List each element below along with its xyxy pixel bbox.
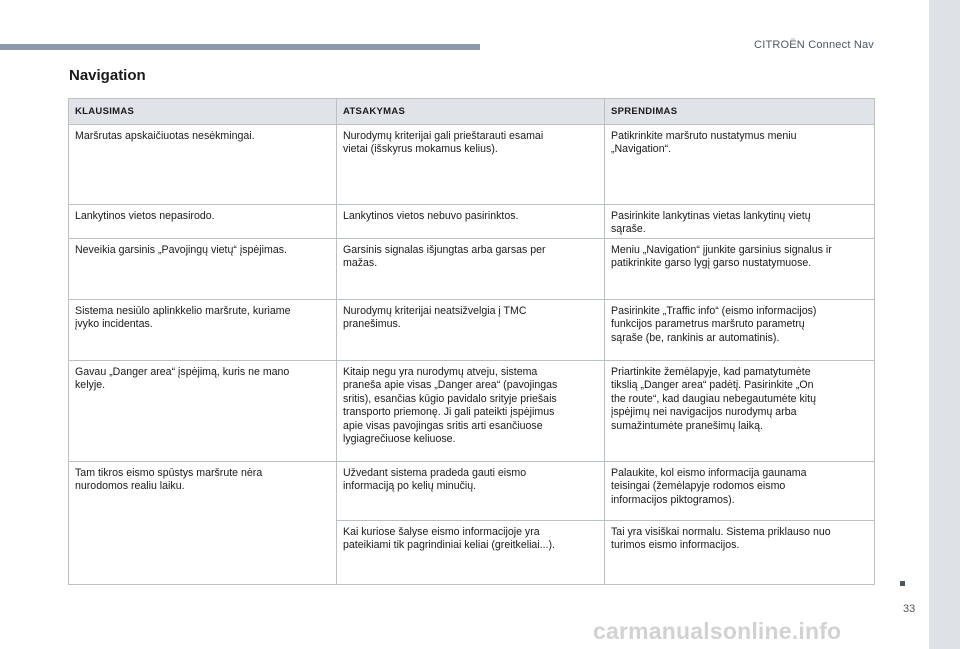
side-margin-strip: [929, 0, 960, 649]
solution-cell: Priartinkite žemėlapyje, kad pamatytumėte tikslią „Danger area“ padėtį. Pasirinkite „On the route“, kad daugiau nebegautumėte kitų įspėjimų nei navigacijos nurodymų arba sumažintumėte pranešimų laiką.: [605, 361, 875, 462]
table-row: [69, 125, 875, 205]
solution-cell: Meniu „Navigation“ įjunkite garsinius signalus ir patikrinkite garso lygį garso nustatymuose.: [605, 239, 875, 300]
header-bar: [0, 44, 480, 50]
troubleshooting-table: [68, 98, 875, 585]
solution-cell: Palaukite, kol eismo informacija gaunama teisingai (žemėlapyje rodomos eismo informacijos piktogramos).: [605, 462, 875, 521]
answer-cell: Nurodymų kriterijai neatsižvelgia į TMC pranešimus.: [337, 300, 605, 361]
answer-cell: Užvedant sistema pradeda gauti eismo informaciją po kelių minučių.: [337, 462, 605, 521]
question-cell: Lankytinos vietos nepasirodo.: [69, 205, 337, 239]
table-header-row: [69, 99, 875, 125]
header-solution: SPRENDIMAS: [605, 99, 875, 125]
answer-cell: Kitaip negu yra nurodymų atveju, sistema praneša apie visas „Danger area“ (pavojingas sritis), esančias kūgio pavidalo srityje priešais transporto priemonę. Ji gali pateikti įspėjimus apie visas pavojingas sritis arti esančiuose lygiagrečiuose keliuose.: [337, 361, 605, 462]
solution-cell: Pasirinkite lankytinas vietas lankytinų vietų sąraše.: [605, 205, 875, 239]
question-cell: Sistema nesiūlo aplinkkelio maršrute, kuriame įvyko incidentas.: [69, 300, 337, 361]
watermark: carmanualsonline.info: [593, 618, 842, 644]
question-cell: Tam tikros eismo spūstys maršrute nėra nurodomos realiu laiku.: [69, 462, 337, 585]
table-row: [69, 462, 875, 521]
solution-cell: Pasirinkite „Traffic info“ (eismo informacijos) funkcijos parametrus maršruto parametrų sąraše (be, rankinis ar automatinis).: [605, 300, 875, 361]
header-question: KLAUSIMAS: [69, 99, 337, 125]
table-row: [69, 300, 875, 361]
question-cell: Neveikia garsinis „Pavojingų vietų“ įspėjimas.: [69, 239, 337, 300]
question-cell: Maršrutas apskaičiuotas nesėkmingai.: [69, 125, 337, 205]
page-title: Navigation: [69, 67, 146, 84]
table-row: [69, 361, 875, 462]
answer-cell: Nurodymų kriterijai gali prieštarauti esamai vietai (išskyrus mokamus kelius).: [337, 125, 605, 205]
answer-cell: Garsinis signalas išjungtas arba garsas per mažas.: [337, 239, 605, 300]
answer-cell: Lankytinos vietos nebuvo pasirinktos.: [337, 205, 605, 239]
table-row: [69, 205, 875, 239]
solution-cell: Tai yra visiškai normalu. Sistema priklauso nuo turimos eismo informacijos.: [605, 521, 875, 585]
question-cell: Gavau „Danger area“ įspėjimą, kuris ne mano kelyje.: [69, 361, 337, 462]
answer-cell: Kai kuriose šalyse eismo informacijoje yra pateikiami tik pagrindiniai keliai (greitkeliai...).: [337, 521, 605, 585]
page-number: 33: [903, 603, 916, 615]
brand-label: CITROËN Connect Nav: [754, 39, 874, 51]
header-answer: ATSAKYMAS: [337, 99, 605, 125]
table-row: [69, 239, 875, 300]
section-marker: [900, 581, 905, 586]
solution-cell: Patikrinkite maršruto nustatymus meniu „Navigation“.: [605, 125, 875, 205]
